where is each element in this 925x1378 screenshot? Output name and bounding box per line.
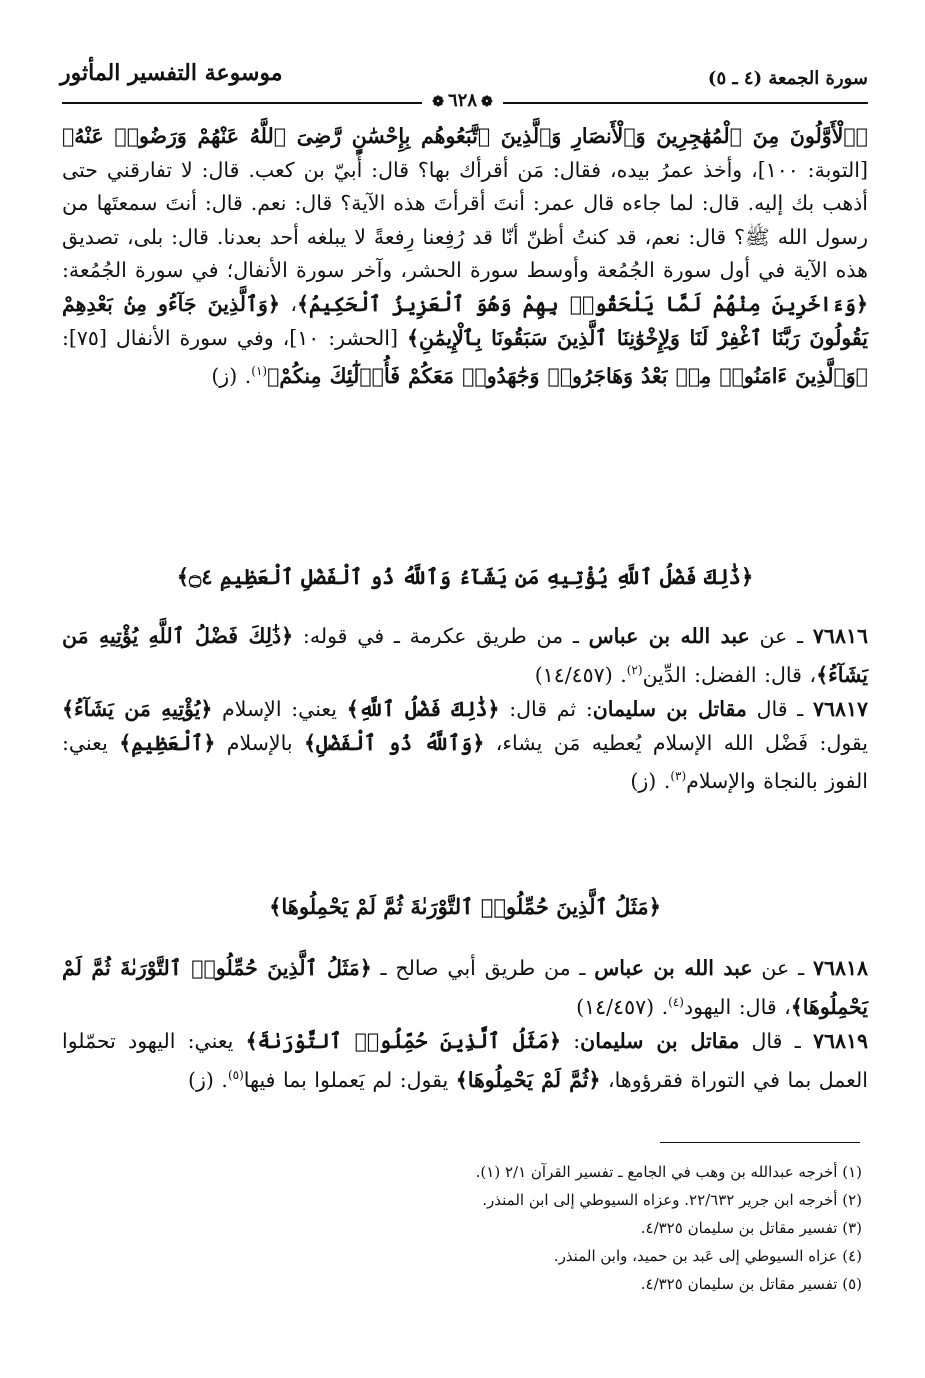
paragraph-text: . (ز) (188, 1067, 228, 1092)
paragraph-text: يعني: الفوز بالنجاة والإسلام (62, 730, 868, 794)
footnote-ref[interactable]: (٤) (668, 994, 684, 1009)
surah-label: سورة الجمعة (٤ ـ ٥) (707, 68, 868, 89)
footnote-ref[interactable]: (١) (251, 364, 268, 379)
paragraph-text: ـ من طريق أبي صالح ـ (371, 956, 595, 980)
verse-heading: ﴿ذَٰلِكَ فَضْلُ ٱللَّهِ يُؤْتِيهِ مَن يَشَآءُ وَٱللَّهُ ذُو ٱلْفَضْلِ ٱلْعَظِيمِ ۝٤﴾ (176, 564, 754, 589)
paragraph-text: يقول: لم يَعملوا بما فيها (243, 1067, 456, 1092)
quran-verse: ﴿ذَٰلِكَ فَضْلُ ٱللَّهِ يُؤْتِيهِ مَن يَشَآءُ﴾ (62, 624, 868, 687)
footnote-item: (٢) أخرجه ابن جرير ٢٢/٦٣٢. وعزاه السيوطي إلى ابن المنذر. (482, 1191, 862, 1209)
footnote-item: (٥) تفسير مقاتل بن سليمان ٤/٣٢٥. (640, 1275, 862, 1293)
paragraph-text: : ثم قال: (499, 697, 593, 721)
paragraph-text: يقول: فَضْل الله الإسلام يُعطيه مَن يشاء، (484, 730, 869, 755)
quran-verse: ﴿وَءَاخَرِينَ مِنْهُمْ لَمَّا يَلْحَقُوا۟ بِهِمْ وَهُوَ ٱلْعَزِيزُ ٱلْحَكِيمُ﴾ (297, 291, 868, 316)
narrator-name: مقاتل بن سليمان (592, 697, 747, 721)
paragraph-text: يعني: الإسلام (212, 697, 347, 721)
narrator-name: عبد الله بن عباس (594, 956, 753, 980)
narration-item (62, 952, 868, 1024)
ornament-icon: ❁ (432, 94, 444, 110)
verse-heading: ﴿مَثَلُ ٱلَّذِينَ حُمِّلُوا۟ ٱلتَّوْرَىٰةَ ثُمَّ لَمْ يَحْمِلُوهَا﴾ (269, 894, 661, 919)
narration-number: ٧٦٨١٧ (812, 697, 868, 721)
narrator-name: مقاتل بن سليمان (580, 1029, 740, 1053)
page-number-container (0, 90, 925, 111)
paragraph-text: ـ عن (749, 624, 813, 648)
quran-verse: ﴿مَثَلُ ٱلَّذِينَ حُمِّلُوا۟ ٱلتَّوْرَىٰةَ﴾ (245, 1029, 562, 1053)
paragraph-text: . (ز) (630, 769, 671, 794)
paragraph-text: ، (279, 291, 298, 316)
paragraph-text: ، قال: اليهود (683, 994, 791, 1019)
footnote-item: (٣) تفسير مقاتل بن سليمان ٤/٣٢٥. (640, 1219, 862, 1237)
quran-verse: ﴿وَٱلَّذِينَ ءَامَنُوا۟ مِنۢ بَعْدُ وَهَاجَرُوا۟ وَجَٰهَدُوا۟ مَعَكُمْ فَأُو۟لَٰٓئِكَ مِنكُمْ﴾ (267, 363, 868, 388)
paragraph-text: [التوبة: ١٠٠]، وأخذ عمرُ بيده، فقال: مَن أقرأك بها؟ قال: أُبيّ بن كعب. قال: لا تفارقني حتى أذهب بك إليه. قال: لما جاءه قال عمر: أنتَ أقرأتَ هذه الآية؟ قال: نعم. قال: أنتَ سمعتَها من رسول الله ﷺ؟ قال: نعم، قد كنتُ أظنّ أنّا قد رُفِعنا رِفعةً لا يبلغه أحد بعدنا. قال: بلى، تصديق هذه الآية في أول سورة الجُمُعة وأوسط سورة الحشر، وآخر سورة الأنفال؛ في سورة الجُمُعة: (62, 157, 868, 283)
footnote-ref[interactable]: (٣) (670, 769, 687, 784)
narrator-name: عبد الله بن عباس (588, 624, 750, 648)
paragraph-text: ، قال: الفضل: الدِّين (642, 662, 817, 687)
paragraph-text: . (ز) (211, 363, 252, 388)
narration-number: ٧٦٨١٨ (812, 956, 868, 980)
paragraph-text: بالإسلام (215, 730, 305, 755)
quran-verse: ﴿ثُمَّ لَمْ يَحْمِلُوهَا﴾ (455, 1067, 601, 1092)
paragraph-text: يعني: اليهود تحمّلوا العمل بما في التوراة فقرؤوها، (62, 1029, 868, 1092)
narration-item (62, 1025, 868, 1097)
quran-verse: ﴿وَٱللَّهُ ذُو ٱلْفَضْلِ﴾ (304, 730, 485, 755)
footnote-ref[interactable]: (٢) (626, 662, 643, 677)
footnote-ref[interactable]: (٥) (227, 1067, 244, 1082)
footnotes (62, 1158, 862, 1298)
footnote-item: (٤) عزاه السيوطي إلى عَبد بن حميد، وابن المنذر. (553, 1247, 862, 1265)
paragraph-text: . (١٤/٤٥٧) (534, 662, 627, 687)
narration-number: ٧٦٨١٦ (812, 624, 868, 648)
quran-verse: ﴿ٱلْأَوَّلُونَ مِنَ ٱلْمُهَٰجِرِينَ وَٱلْأَنصَارِ وَٱلَّذِينَ ٱتَّبَعُوهُم بِإِحْسَٰنٍ رَّضِىَ ٱللَّهُ عَنْهُمْ وَرَضُوا۟ عَنْهُ﴾ (62, 124, 868, 148)
quran-verse: ﴿مَثَلُ ٱلَّذِينَ حُمِّلُوا۟ ٱلتَّوْرَىٰةَ ثُمَّ لَمْ يَحْمِلُوهَا﴾ (62, 956, 868, 1019)
ornament-icon: ❁ (481, 94, 493, 110)
paragraph-text: ـ من طريق عكرمة ـ في قوله: (293, 624, 589, 648)
footnote-item: (١) أخرجه عبدالله بن وهب في الجامع ـ تفسير القرآن ٢/١ (١). (475, 1163, 862, 1181)
footnote-divider (660, 1142, 860, 1143)
quran-verse: ﴿ذَٰلِكَ فَضْلُ ٱللَّهِ﴾ (346, 697, 500, 721)
paragraph-text: [الحشر: ١٠]، وفي سورة الأنفال [٧٥]: (62, 325, 407, 350)
paragraph-text: . (١٤/٤٥٧) (576, 994, 669, 1019)
paragraph-continuation (62, 120, 868, 394)
quran-verse: ﴿يُؤْتِيهِ مَن يَشَآءُ﴾ (62, 697, 213, 721)
paragraph-text: ـ قال (739, 1029, 813, 1053)
narration-item (62, 693, 868, 799)
paragraph-text: ـ قال (746, 697, 813, 721)
narration-item (62, 620, 868, 692)
quran-verse: ﴿وَٱلَّذِينَ جَآءُو مِنۢ بَعْدِهِمْ يَقُولُونَ رَبَّنَا ٱغْفِرْ لَنَا وَلِإِخْوَٰنِنَا ٱلَّذِينَ سَبَقُونَا بِٱلْإِيمَٰنِ﴾ (62, 291, 868, 350)
page-number: ٦٢٨ (447, 90, 477, 111)
book-title: موسوعة التفسير المأثور (60, 60, 283, 86)
narration-number: ٧٦٨١٩ (812, 1029, 869, 1053)
page-number-badge (422, 90, 502, 111)
paragraph-text: ـ عن (752, 956, 813, 980)
paragraph-text: : (561, 1029, 581, 1053)
quran-verse: ﴿ٱلْعَظِيمِ﴾ (119, 730, 216, 755)
